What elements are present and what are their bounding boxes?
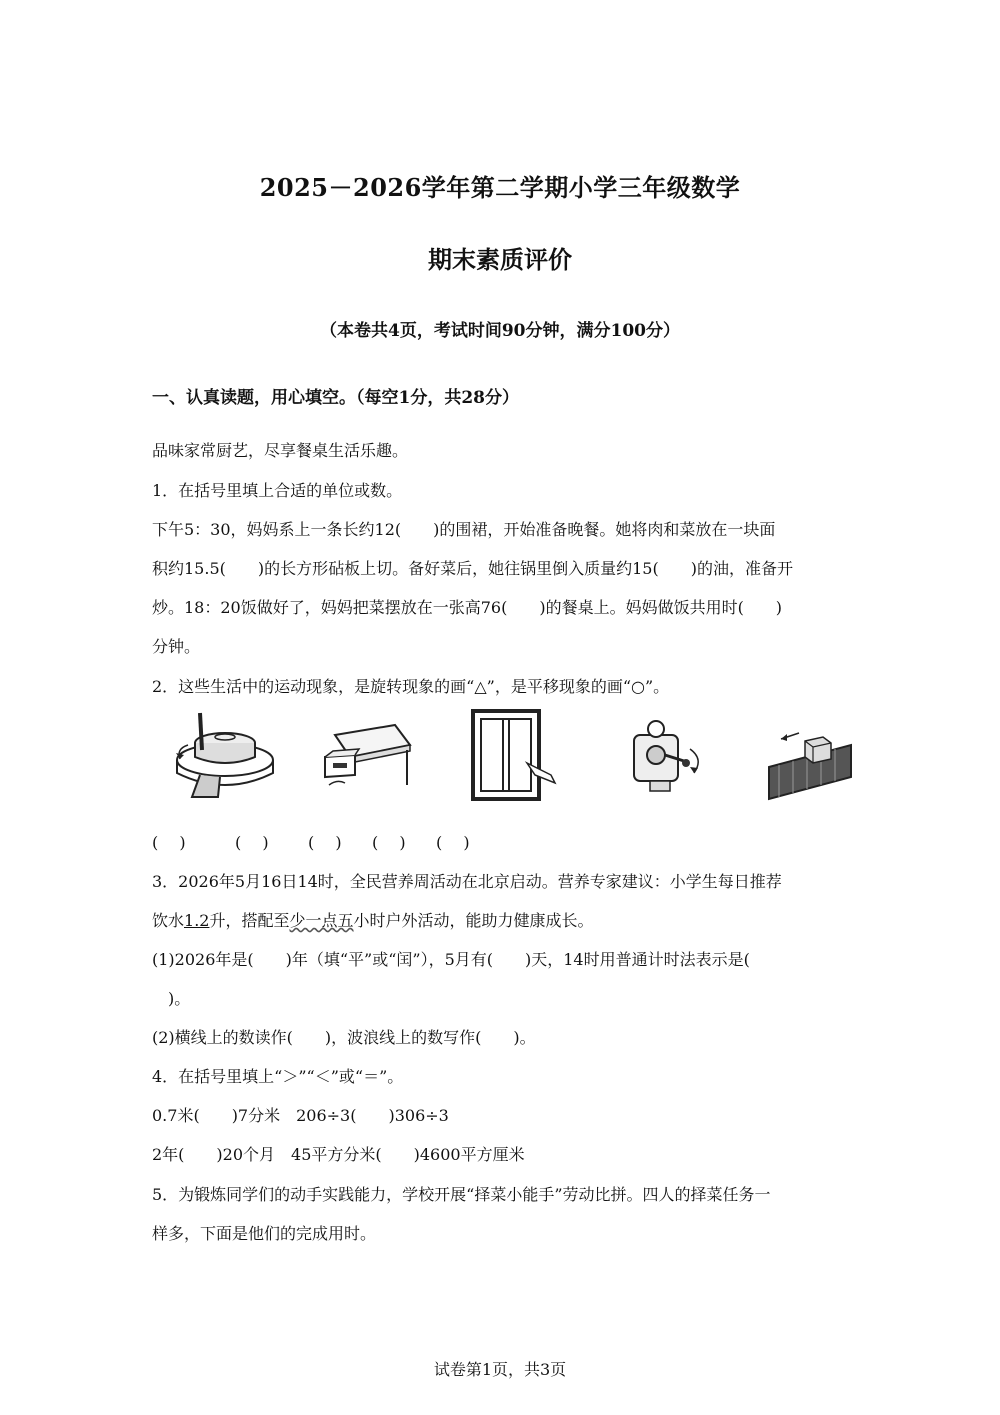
answer-blank[interactable]: ( )	[372, 833, 406, 852]
underlined-number: 1.2	[184, 911, 210, 930]
answer-blank[interactable]: ( )	[152, 833, 186, 852]
question-5-title: 5．为锻炼同学们的动手实践能力，学校开展“择菜小能手”劳动比拼。四人的择菜任务一	[152, 1185, 771, 1204]
question-3-sub-1: (1)2026年是( )年（填“平”或“闰”），5月有( )天，14时用普通计时法表示是(	[152, 950, 750, 969]
wavy-underlined-number: 少一点五	[289, 911, 354, 930]
question-3-title: 3．2026年5月16日14时，全民营养周活动在北京启动。营养专家建议：小学生每日推荐	[152, 872, 782, 891]
conveyor-belt-icon	[765, 705, 855, 809]
text-segment: 小时户外活动，能助力健康成长。	[353, 911, 594, 930]
question-2-images	[165, 705, 865, 815]
question-5-title-cont: 样多，下面是他们的完成用时。	[152, 1224, 377, 1243]
question-4-title: 4．在括号里填上“＞”“＜”或“＝”。	[152, 1067, 404, 1086]
sliding-window-icon	[465, 705, 565, 809]
question-2-title: 2．这些生活中的运动现象，是旋转现象的画“△”，是平移现象的画“○”。	[152, 677, 670, 696]
text-segment: 饮水	[152, 911, 185, 930]
question-4-row: 0.7米( )7分米 206÷3( )306÷3	[152, 1106, 449, 1125]
question-3-sub-2: (2)横线上的数读作( )，波浪线上的数写作( )。	[152, 1028, 536, 1047]
drawer-icon	[315, 705, 415, 809]
answer-blank[interactable]: ( )	[235, 833, 269, 852]
exam-info: （本卷共4页，考试时间90分钟，满分100分）	[320, 321, 680, 341]
section-heading: 一、认真读题，用心填空。（每空1分，共28分）	[152, 388, 519, 408]
exam-title: 2025－2026学年第二学期小学三年级数学	[259, 173, 741, 202]
question-1-line: 下午5：30，妈妈系上一条长约12( )的围裙，开始准备晚餐。她将肉和菜放在一块面	[152, 520, 776, 539]
answer-blank[interactable]: ( )	[308, 833, 342, 852]
page-footer: 试卷第1页，共3页	[433, 1360, 567, 1379]
question-1-title: 1．在括号里填上合适的单位或数。	[152, 481, 403, 500]
question-1-line: 分钟。	[152, 637, 201, 656]
question-3-sub-1-cont: )。	[152, 989, 191, 1008]
answer-blank[interactable]: ( )	[436, 833, 470, 852]
question-1-line: 积约15.5( )的长方形砧板上切。备好菜后，她往锅里倒入质量约15( )的油，准备开	[152, 559, 793, 578]
exam-subtitle-title: 期末素质评价	[428, 245, 572, 274]
millstone-icon	[170, 705, 280, 809]
question-1-line: 炒。18：20饭做好了，妈妈把菜摆放在一张高76( )的餐桌上。妈妈做饭共用时( )	[152, 598, 783, 617]
question-3-title-cont	[152, 908, 852, 931]
pencil-sharpener-icon	[620, 705, 720, 809]
text-segment: 升，搭配至	[209, 911, 290, 930]
question-4-row: 2年( )20个月 45平方分米( )4600平方厘米	[152, 1145, 525, 1164]
section-intro: 品味家常厨艺，尽享餐桌生活乐趣。	[152, 441, 409, 460]
